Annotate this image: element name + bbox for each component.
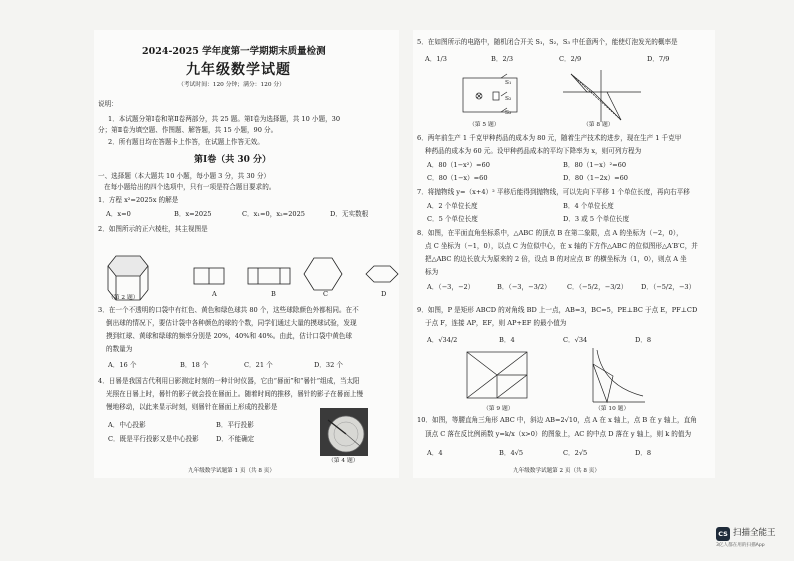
q9-caption: （第 9 题） [483, 406, 514, 412]
q3-option-b: B．18 个 [180, 361, 209, 369]
q9-option-d: D．8 [635, 336, 652, 344]
page-1-footer: 九年级数学试题第 1 页（共 8 页） [188, 468, 275, 474]
q9-option-b: B．4 [499, 336, 515, 344]
q5-option-a: A．1/3 [425, 55, 447, 63]
exam-info: （考试时间：120 分钟；满分：120 分） [178, 82, 285, 88]
q2-figures [104, 250, 394, 306]
section-1-heading: 第Ⅰ卷（共 30 分） [194, 155, 272, 165]
q4-option-a: A．中心投影 [108, 421, 146, 429]
q2-caption: （第 2 题） [108, 295, 139, 301]
part-1-instruction: 在每小题给出的四个选项中，只有一项是符合题目要求的。 [104, 183, 276, 191]
question-6-line-2: 种药品的成本为 60 元。设甲种药品成本的平均下降率为 x，则可列方程为 [425, 147, 642, 155]
q9-option-a: A．√34/2 [427, 336, 458, 344]
option-b-figure [248, 268, 290, 284]
q6-option-c: C．80（1−x）=60 [427, 174, 488, 182]
question-1: 1．方程 x²=2025x 的解是 [98, 196, 179, 204]
q8-option-d: D．（−5/2，−3） [641, 283, 696, 291]
q1-option-d: D．无实数根 [330, 210, 369, 218]
note-1a: 1．本试题分第Ⅰ卷和第Ⅱ卷两部分，共 25 题。第Ⅰ卷为选择题，共 10 小题，30 [108, 115, 341, 123]
q8-option-c: C．（−5/2，−3/2） [567, 283, 628, 291]
q3-option-c: C．21 个 [244, 361, 273, 369]
q2-label-a: A [212, 290, 217, 298]
question-3-line-2: 倒出球的情况下，要估计袋中各种颜色的球的个数，同学们通过大量的摸球试验，发现 [106, 319, 357, 327]
notes-label: 说明： [98, 100, 118, 108]
q10-option-b: B．4√5 [499, 449, 524, 457]
sundial-image [320, 408, 368, 456]
option-c-figure [304, 258, 342, 290]
page-2-footer: 九年级数学试题第 2 页（共 8 页） [513, 468, 600, 474]
q7-option-d: D．3 或 5 个单位长度 [563, 215, 630, 223]
q1-option-b: B．x=2025 [174, 210, 212, 218]
question-9-line-1: 9．如图，P 是矩形 ABCD 的对角线 BD 上一点，AB=3，BC=5，PE⊥BC 于点 E，PF⊥CD [417, 306, 698, 314]
part-1-heading: 一、选择题（本大题共 10 小题，每小题 3 分，共 30 分） [98, 172, 271, 180]
q5-option-b: B．2/3 [491, 55, 514, 63]
q2-label-c: C [323, 290, 329, 298]
exam-page-2 [413, 30, 715, 478]
q2-label-b: B [271, 290, 276, 298]
camscanner-logo-icon: CS [716, 527, 730, 541]
question-3-line-1: 3．在一个不透明的口袋中有红色、黄色和绿色球共 80 个，这些球除颜色外都相同。在不 [98, 306, 359, 314]
q6-option-a: A．80（1−x²）=60 [427, 161, 490, 169]
question-4-line-3: 慢地移动，以此来显示时刻，则晷针在晷面上形成的投影是 [106, 403, 278, 411]
question-10-line-2: 顶点 C 落在反比例函数 y=k/x（x>0）的图象上，AC 的中点 D 落在 y 轴上，则 k 的值为 [425, 430, 692, 438]
switch-label-s2: S₂ [505, 96, 512, 102]
question-3-line-4: 的数量为 [106, 345, 133, 353]
camscanner-name: 扫描全能王 [733, 528, 776, 538]
q10-option-c: C．2√5 [563, 449, 588, 457]
question-5: 5．在如图所示的电路中，随机闭合开关 S₁，S₂，S₃ 中任意两个，能使灯泡发光的概率是 [417, 38, 678, 46]
note-1b: 分；第Ⅱ卷为填空题、作图题、解答题，共 15 小题，90 分。 [98, 126, 278, 134]
q7-option-b: B．4 个单位长度 [563, 202, 614, 210]
q5-caption: （第 5 题） [469, 122, 500, 128]
q4-option-d: D．不能确定 [216, 435, 255, 443]
q8-caption: （第 8 题） [583, 122, 614, 128]
q9-option-c: C．√34 [563, 336, 588, 344]
question-8-line-3: 把△ABC 的边长放大为原来的 2 倍，设点 B 的对应点 B′ 的横坐标为（1，0），则点 A 坐 [425, 255, 687, 263]
switch-label-s3: S₃ [505, 110, 512, 116]
question-3-line-3: 摸到红球、黄球和绿球的频率分别是 20%，40%和 40%。由此，估计口袋中黄色球 [106, 332, 352, 340]
q3-option-d: D．32 个 [314, 361, 343, 369]
q4-option-c: C．既是平行投影又是中心投影 [108, 435, 199, 443]
exam-page-1 [94, 30, 399, 478]
q3-option-a: A．16 个 [108, 361, 137, 369]
q7-option-a: A．2 个单位长度 [427, 202, 478, 210]
exam-subject-title: 九年级数学试题 [186, 62, 291, 78]
q1-option-c: C．x₁=0，x₂=2025 [242, 210, 305, 218]
q8-option-a: A．（−3，−2） [427, 283, 475, 291]
q6-option-d: D．80（1−2x）=60 [563, 174, 629, 182]
q5-option-d: D．7/9 [647, 55, 670, 63]
q10-option-a: A．4 [427, 449, 443, 457]
q10-caption: （第 10 题） [595, 406, 630, 412]
option-d-figure [366, 266, 398, 282]
q5-option-c: C．2/9 [559, 55, 582, 63]
hexagonal-prism-figure [108, 256, 148, 300]
question-8-line-2: 点 C 坐标为（−1，0），以点 C 为位似中心，在 x 轴的下方作△ABC 的位似图形△A′B′C，并 [425, 242, 698, 250]
q4-option-b: B．平行投影 [216, 421, 254, 429]
exam-title: 2024-2025 学年度第一学期期末质量检测 [142, 46, 326, 57]
q10-figure [579, 346, 647, 406]
question-4-line-1: 4．日晷是我国古代利用日影测定时刻的一种计时仪器，它由“晷面”和“晷针”组成，当太阳 [98, 377, 360, 385]
q2-label-d: D [381, 290, 387, 298]
question-2: 2．如图所示的正六棱柱，其主视图是 [98, 225, 208, 233]
question-8-line-4: 标为 [425, 268, 439, 276]
question-6-line-1: 6．两年前生产 1 千克甲种药品的成本为 80 元，随着生产技术的进步，现在生产 1 千克甲 [417, 134, 682, 142]
q9-figure [463, 348, 535, 404]
q6-option-b: B．80（1−x）²=60 [563, 161, 627, 169]
question-4-line-2: 光照在日晷上时，晷针的影子就会投在晷面上。随着时间的推移，晷针的影子在晷面上慢 [106, 390, 364, 398]
q4-caption: （第 4 题） [328, 458, 359, 464]
option-a-figure [194, 268, 224, 284]
circuit-diagram [461, 74, 521, 118]
camscanner-tagline: 3亿人都在用的扫描App [716, 543, 765, 548]
question-10-line-1: 10．如图，等腰直角三角形 ABC 中，斜边 AB=2√10，点 A 在 x 轴上，点 B 在 y 轴上，直角 [417, 416, 697, 424]
q8-option-b: B．（−3，−3/2） [497, 283, 551, 291]
question-8-line-1: 8．如图，在平面直角坐标系中，△ABC 的顶点 B 在第二象限，点 A 的坐标为（−2，0）， [417, 229, 683, 237]
switch-label-s1: S₁ [505, 80, 512, 86]
note-2: 2．所有题目均在答题卡上作答，在试题上作答无效。 [108, 138, 264, 146]
q7-option-c: C．5 个单位长度 [427, 215, 478, 223]
q10-option-d: D．8 [635, 449, 652, 457]
q8-figure [563, 68, 643, 124]
q1-option-a: A．x=0 [106, 210, 131, 218]
question-7: 7．将抛物线 y=（x+4）² 平移后能得到抛物线，可以先向下平移 1 个单位长度，再向右平移 [417, 188, 690, 196]
question-9-line-2: 于点 F，连接 AP，EF，则 AP+EF 的最小值为 [425, 319, 567, 327]
